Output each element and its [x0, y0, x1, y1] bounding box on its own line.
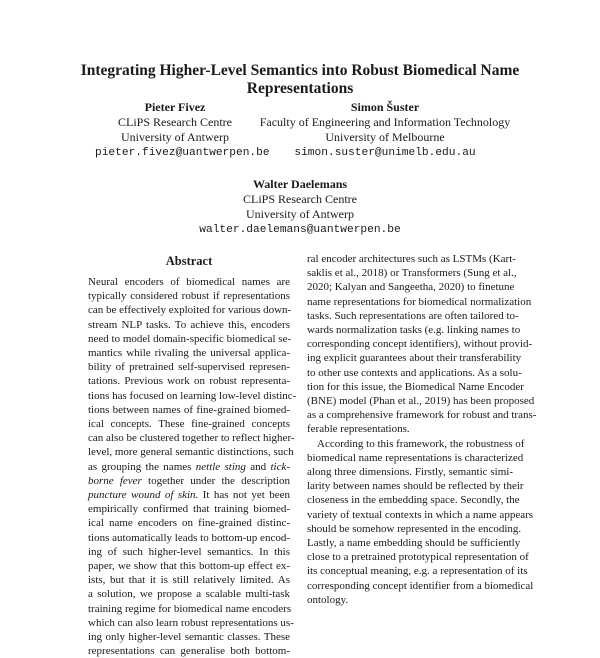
- text-line: variety of textual contexts in which a name appears: [307, 508, 534, 521]
- text-line: its conceptual meaning, e.g. a representation of its: [307, 565, 528, 578]
- text-line: tions automatically leads to bottom-up encod-: [88, 531, 290, 544]
- author-affiliation: Faculty of Engineering and Information Technology: [259, 115, 511, 129]
- text-line: ing only higher-level semantic classes. These: [88, 631, 290, 643]
- text-line: tasks. Such representations are often tailored to-: [307, 309, 519, 322]
- author-email[interactable]: simon.suster@unimelb.edu.au: [294, 147, 476, 159]
- title-line: Representations: [246, 80, 354, 97]
- text-line: Lastly, a name embedding should be sufficiently: [307, 537, 521, 549]
- text-line: stream NLP tasks. To achieve this, encoders: [88, 318, 290, 331]
- text-line: bility of pretrained self-supervised represen-: [88, 361, 290, 374]
- text-line: ical concepts. These fine-grained concepts: [88, 418, 290, 430]
- text-line: ral encoder architectures such as LSTMs (Kart-: [307, 253, 516, 265]
- text-line: a solution, we propose a scalable multi-task: [88, 588, 290, 601]
- text-line: ical name encoders on fine-grained distinc-: [88, 517, 290, 530]
- text-line: According to this framework, the robustness of: [317, 437, 525, 450]
- author-block: [255, 100, 515, 161]
- text-line: wards normalization tasks (e.g. linking names to: [307, 324, 521, 336]
- text-line: to other use contexts and applications. As a solu-: [307, 366, 522, 379]
- text-line: tions between names of fine-grained biomed-: [88, 403, 290, 416]
- italic-term: tick-: [270, 460, 290, 473]
- text-line: tations. Previous work on robust representa-: [88, 375, 290, 388]
- author-affiliation: CLiPS Research Centre: [118, 115, 232, 129]
- text-line: ists, but that it is still relatively limited. As: [88, 574, 290, 587]
- author-name: Simon Šuster: [350, 100, 420, 114]
- text-line: corresponding concept identifiers), without provid-: [307, 338, 533, 351]
- text-line: paper, we show that this bottom-up effect ex-: [88, 560, 290, 572]
- text-line: (BNE) model (Phan et al., 2019) has been proposed: [307, 395, 535, 407]
- text-line: ontology.: [307, 593, 349, 606]
- text-line: empirically confirmed that training biomed-: [88, 503, 290, 516]
- text-line: close to a pretrained prototypical representation of: [307, 551, 529, 564]
- author-email[interactable]: walter.daelemans@uantwerpen.be: [199, 224, 401, 236]
- text-line: which can also learn robust representations us-: [88, 616, 294, 629]
- text-line: can be effectively exploited for various down-: [88, 304, 292, 317]
- text-line: typically considered robust if representations: [88, 290, 290, 303]
- text-segment: . It has not yet been: [195, 489, 290, 501]
- author-name: Walter Daelemans: [252, 177, 348, 191]
- text-line: [88, 488, 290, 502]
- text-line: mantics while rivaling the universal applica-: [88, 347, 290, 359]
- text-segment: as grouping the names: [88, 460, 196, 473]
- text-line: closeness in the embedding space. Secondly, the: [307, 494, 520, 507]
- author-name: Pieter Fivez: [144, 100, 206, 114]
- text-line: ing explicit guarantees about their transferability: [307, 352, 522, 365]
- text-segment: together under the description: [141, 474, 290, 487]
- text-line: need to model domain-specific biomedical se-: [88, 332, 292, 345]
- text-line: corresponding concept identifier from a biomedical: [307, 579, 534, 592]
- text-line: tions has focused on learning low-level distinc-: [88, 389, 297, 402]
- text-line: as a comprehensive framework for robust and trans-: [307, 409, 537, 422]
- text-line: biomedical name representations is characterized: [307, 451, 524, 464]
- text-line: name representations for biomedical normalization: [307, 295, 532, 308]
- text-segment: and: [245, 460, 271, 473]
- text-line: [88, 474, 290, 488]
- abstract-heading: Abstract: [165, 254, 213, 268]
- text-line: Neural encoders of biomedical names are: [88, 276, 290, 288]
- text-line: ing of such higher-level semantics. In this: [88, 545, 290, 558]
- text-line: can also be clustered together to reflect higher-: [88, 432, 295, 445]
- text-line: ferable representations.: [307, 423, 410, 436]
- text-line: [88, 460, 290, 474]
- italic-term: borne fever: [88, 474, 142, 487]
- author-affiliation: University of Antwerp: [246, 207, 354, 221]
- author-affiliation: University of Melbourne: [325, 130, 445, 144]
- italic-term: puncture wound of skin: [88, 489, 196, 501]
- text-line: larity between names should be reflected by their: [307, 480, 524, 493]
- paper-title: [60, 62, 540, 98]
- author-affiliation: University of Antwerp: [121, 130, 229, 144]
- text-line: representations can generalise both bottom-: [88, 645, 290, 658]
- text-line: 2020; Kalyan and Sangeetha, 2020) to finetune: [307, 281, 515, 294]
- author-email[interactable]: pieter.fivez@uantwerpen.be: [95, 147, 270, 159]
- text-line: along three dimensions. Firstly, semantic simi-: [307, 466, 513, 478]
- italic-term: nettle sting: [195, 460, 246, 473]
- text-line: saklis et al., 2018) or Transformers (Sung et al.,: [307, 267, 517, 280]
- text-line: should be somehow represented in the encoding.: [307, 522, 522, 535]
- text-line: tion for this issue, the Biomedical Name Encoder: [307, 380, 524, 393]
- author-affiliation: CLiPS Research Centre: [243, 192, 357, 206]
- author-block: [95, 100, 270, 161]
- text-line: training regime for biomedical name encoders: [88, 602, 292, 615]
- author-block: [170, 177, 430, 238]
- title-line: Integrating Higher-Level Semantics into Robust Biomedical Name: [80, 62, 520, 79]
- text-line: level, more general semantic distinctions, such: [88, 446, 294, 459]
